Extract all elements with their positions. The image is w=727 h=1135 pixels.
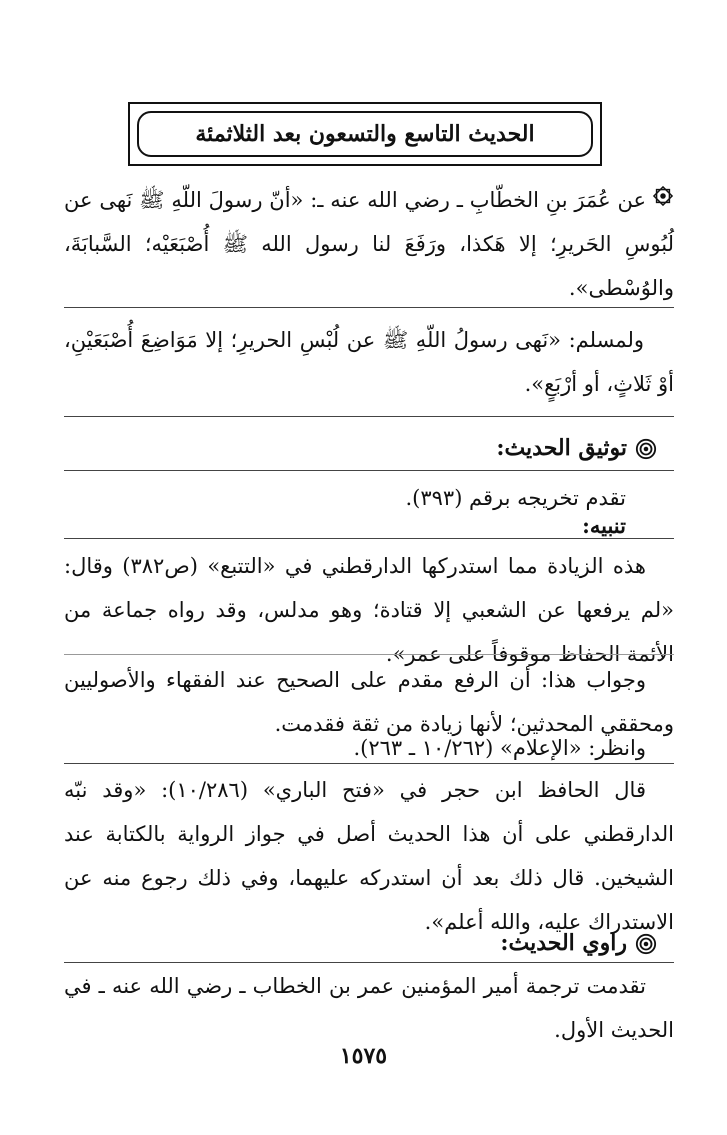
ibn-hajar-paragraph: قال الحافظ ابن حجر في «فتح الباري» (١٠/٢٨٦): «وقد نبّه الدارقطني على أن هذا الحديث أصل في جواز الرواية بالكتابة عند الشيخين. قال ذلك بعد أن استدركه عليهما، وفي ذلك رجوع منه عن الاستدراك عليه، والله أعلم». xyxy=(64,778,674,934)
rosette-icon xyxy=(635,430,657,466)
see-also-line: وانظر: «الإعلام» (١٠/٢٦٢ ـ ٢٦٣). xyxy=(353,736,646,760)
rawi-heading xyxy=(500,925,657,961)
title-inner-frame xyxy=(137,111,593,157)
divider xyxy=(64,962,674,963)
star-ornament-icon xyxy=(652,185,674,207)
hadith-paragraph xyxy=(64,178,674,310)
tanbih-label: تنبيه: xyxy=(582,513,626,538)
rawi-heading-label: راوي الحديث: xyxy=(500,930,627,956)
divider xyxy=(64,470,674,471)
divider xyxy=(64,763,674,764)
takhrij-line: تقدم تخريجه برقم (٣٩٣). xyxy=(405,486,626,510)
answer-paragraph: وجواب هذا: أن الرفع مقدم على الصحيح عند الفقهاء والأصوليين ومحققي المحدثين؛ لأنها زيادة من ثقة فقدمت. xyxy=(64,668,674,736)
divider xyxy=(64,538,674,539)
tawthiq-heading xyxy=(496,430,657,466)
page-number: ١٥٧٥ xyxy=(339,1043,388,1069)
divider xyxy=(64,307,674,308)
tawthiq-heading-label: توثيق الحديث: xyxy=(496,435,627,461)
rosette-icon xyxy=(635,925,657,961)
divider xyxy=(64,416,674,417)
tanbih-paragraph: هذه الزيادة مما استدركها الدارقطني في «التتبع» (ص٣٨٢) وقال: «لم يرفعها عن الشعبي إلا قتادة؛ وهو مدلس، وقد رواه جماعة من الأئمة الحفاظ موقوفاً على عمر». xyxy=(64,554,674,666)
title-frame xyxy=(128,102,602,166)
hadith-title: الحديث التاسع والتسعون بعد الثلاثمئة xyxy=(195,121,535,147)
divider xyxy=(64,654,674,655)
hadith-text: عن عُمَرَ بنِ الخطّابِ ـ رضي الله عنه ـ: «أنّ رسولَ اللّهِ ﷺ نَهى عن لُبُوسِ الحَريرِ؛ إلا هَكذا، ورَفَعَ لنا رسول الله ﷺ أُصْبَعَيْه؛ السَّبابَةَ، والوُسْطى». xyxy=(64,188,674,300)
rawi-paragraph: تقدمت ترجمة أمير المؤمنين عمر بن الخطاب ـ رضي الله عنه ـ في الحديث الأول. xyxy=(64,974,674,1042)
muslim-narration: ولمسلم: «نَهى رسولُ اللّهِ ﷺ عن لُبْسِ الحريرِ؛ إلا مَوَاضِعَ أُصْبَعَيْنِ، أوْ ثَلاثٍ، أو أرْبَعٍ». xyxy=(64,328,674,396)
